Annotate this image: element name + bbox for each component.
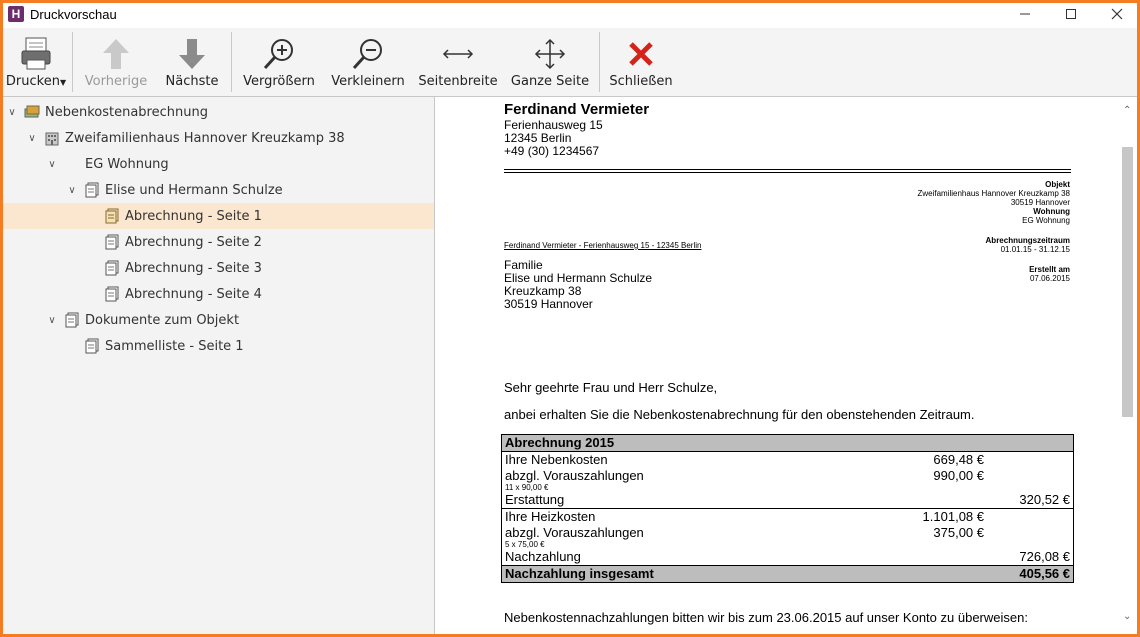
- hk-value: 1.101,08 €: [891, 509, 987, 526]
- navigation-tree: [3, 97, 435, 634]
- page-icon: [103, 285, 121, 303]
- recipient-line: Kreuzkamp 38: [504, 284, 582, 298]
- erstattung-value: 320,52 €: [1019, 492, 1070, 507]
- red-x-icon: [626, 34, 656, 74]
- tree-node-page-3[interactable]: [99, 255, 262, 281]
- page-icon: [83, 337, 101, 355]
- next-page-button[interactable]: [162, 28, 222, 96]
- zoom-in-icon: [262, 34, 296, 74]
- close-label: Schließen: [609, 74, 673, 89]
- document-preview: [435, 97, 1120, 634]
- nachzahlung-label: Nachzahlung: [505, 549, 581, 564]
- title-bar: [0, 0, 1140, 28]
- chevron-down-icon[interactable]: ∨: [68, 184, 76, 196]
- toolbar-separator: [72, 32, 73, 92]
- nachzahlung-value: 726,08 €: [1019, 549, 1070, 564]
- move-arrows-icon: [533, 34, 567, 74]
- tree-node-page-1[interactable]: [3, 203, 434, 229]
- objekt-line-2: 30519 Hannover: [1010, 198, 1070, 207]
- printer-icon: [19, 34, 53, 74]
- building-icon: [43, 129, 61, 147]
- tree-label-tenant: Elise und Hermann Schulze: [105, 182, 283, 198]
- scroll-down-icon[interactable]: ⌄: [1123, 611, 1132, 622]
- hk-label: Ihre Heizkosten: [502, 509, 892, 526]
- tree-label-property: Zweifamilienhaus Hannover Kreuzkamp 38: [65, 130, 345, 146]
- nk-value: 669,48 €: [933, 452, 984, 467]
- whole-page-button[interactable]: [512, 28, 588, 96]
- return-address: Ferdinand Vermieter - Ferienhausweg 15 - 12345 Berlin: [504, 241, 702, 250]
- erstattung-label: Erstattung: [505, 492, 565, 507]
- previous-label: Vorherige: [84, 74, 148, 89]
- tree-label-root: Nebenkostenabrechnung: [45, 104, 208, 120]
- objekt-line-1: Zweifamilienhaus Hannover Kreuzkamp 38: [917, 189, 1070, 198]
- chevron-down-icon[interactable]: ∨: [48, 158, 56, 170]
- zoom-out-button[interactable]: [330, 28, 406, 96]
- nk-vz-value: 990,00 €: [933, 468, 984, 483]
- tree-label-docs: Dokumente zum Objekt: [85, 312, 240, 328]
- page-icon: [103, 259, 121, 277]
- chevron-down-icon[interactable]: ∨: [48, 314, 56, 326]
- scroll-up-icon[interactable]: ⌃: [1123, 105, 1132, 116]
- wohnung-value: EG Wohnung: [1022, 216, 1070, 225]
- sender-phone: +49 (30) 1234567: [504, 144, 600, 158]
- closing-text: Nebenkostennachzahlungen bitten wir bis zum 23.06.2015 auf unser Konto zu überweisen:: [504, 610, 1028, 625]
- tree-label-page: Abrechnung - Seite 2: [125, 234, 262, 250]
- chevron-down-icon[interactable]: ∨: [28, 132, 36, 144]
- zeitraum-value: 01.01.15 - 31.12.15: [1000, 245, 1070, 254]
- arrow-down-icon: [177, 34, 207, 74]
- tree-label-page: Abrechnung - Seite 1: [125, 208, 262, 224]
- erstellt-label: Erstellt am: [1029, 265, 1070, 274]
- previous-page-button[interactable]: [84, 28, 148, 96]
- total-value: 405,56 €: [987, 566, 1074, 583]
- tree-node-doc-1[interactable]: [79, 333, 244, 359]
- arrow-up-icon: [101, 34, 131, 74]
- minimize-button[interactable]: [1002, 2, 1048, 26]
- sender-street: Ferienhausweg 15: [504, 118, 603, 132]
- close-window-button[interactable]: [1094, 2, 1140, 26]
- print-label: Drucken: [5, 74, 60, 89]
- tree-label-doc: Sammelliste - Seite 1: [105, 338, 244, 354]
- table-header: Abrechnung 2015: [502, 435, 1074, 452]
- document-stack-icon: [63, 311, 81, 329]
- salutation: Sehr geehrte Frau und Herr Schulze,: [504, 380, 718, 395]
- tree-node-page-4[interactable]: [99, 281, 262, 307]
- header-rule: [504, 172, 1071, 173]
- vertical-scrollbar[interactable]: [1120, 97, 1137, 634]
- scrollbar-thumb[interactable]: [1122, 147, 1133, 417]
- maximize-button[interactable]: [1048, 2, 1094, 26]
- print-button[interactable]: [5, 28, 67, 96]
- tree-node-page-2[interactable]: [99, 229, 262, 255]
- info-block: [917, 180, 1070, 283]
- hk-vz-value: 375,00 €: [933, 525, 984, 540]
- dropdown-arrow-icon: ▼: [59, 78, 67, 87]
- zoom-in-button[interactable]: [242, 28, 316, 96]
- nk-vz-label: abzgl. Vorauszahlungen: [505, 468, 644, 483]
- document-stack-icon: [83, 181, 101, 199]
- nk-vz-note: 11 x 90,00 €: [505, 483, 549, 492]
- intro-text: anbei erhalten Sie die Nebenkostenabrechnung für den obenstehenden Zeitraum.: [504, 407, 975, 422]
- billing-table: [501, 434, 1074, 583]
- header-rule: [504, 169, 1071, 170]
- toolbar-separator: [599, 32, 600, 92]
- close-preview-button[interactable]: [610, 28, 672, 96]
- toolbar: [0, 28, 1140, 97]
- erstellt-value: 07.06.2015: [1029, 274, 1070, 283]
- page-width-label: Seitenbreite: [418, 74, 498, 89]
- app-logo-icon: H: [8, 6, 24, 22]
- recipient-line: 30519 Hannover: [504, 297, 593, 311]
- wohnung-label: Wohnung: [1033, 207, 1070, 216]
- recipient-line: Familie: [504, 258, 543, 272]
- recipient-block: [504, 259, 652, 311]
- page-width-button[interactable]: [420, 28, 496, 96]
- page-icon: [103, 207, 121, 225]
- tree-label-unit: EG Wohnung: [85, 156, 169, 172]
- zoom-out-label: Verkleinern: [331, 74, 405, 89]
- sender-city: 12345 Berlin: [504, 131, 572, 145]
- horizontal-arrows-icon: [441, 34, 475, 74]
- toolbar-separator: [231, 32, 232, 92]
- tree-label-page: Abrechnung - Seite 3: [125, 260, 262, 276]
- recipient-line: Elise und Hermann Schulze: [504, 271, 653, 285]
- page-icon: [103, 233, 121, 251]
- zoom-out-icon: [351, 34, 385, 74]
- tree-node-tenant[interactable]: [65, 177, 283, 203]
- tree-node-property[interactable]: [25, 125, 345, 151]
- zeitraum-label: Abrechnungszeitraum: [985, 236, 1070, 245]
- money-stack-icon: [23, 103, 41, 121]
- whole-page-label: Ganze Seite: [510, 74, 590, 89]
- nk-label: Ihre Nebenkosten: [505, 452, 608, 467]
- tree-label-page: Abrechnung - Seite 4: [125, 286, 262, 302]
- zoom-in-label: Vergrößern: [243, 74, 315, 89]
- tree-node-docs[interactable]: [45, 307, 239, 333]
- hk-vz-label: abzgl. Vorauszahlungen: [505, 525, 644, 540]
- hk-vz-note: 5 x 75,00 €: [505, 540, 545, 549]
- window-title: Druckvorschau: [30, 7, 117, 22]
- tree-node-root[interactable]: [5, 99, 208, 125]
- objekt-label: Objekt: [1045, 180, 1070, 189]
- chevron-down-icon[interactable]: ∨: [8, 106, 16, 118]
- total-label: Nachzahlung insgesamt: [502, 566, 988, 583]
- tree-node-unit[interactable]: [45, 151, 169, 177]
- sender-name: Ferdinand Vermieter: [504, 101, 650, 118]
- next-label: Nächste: [165, 74, 219, 89]
